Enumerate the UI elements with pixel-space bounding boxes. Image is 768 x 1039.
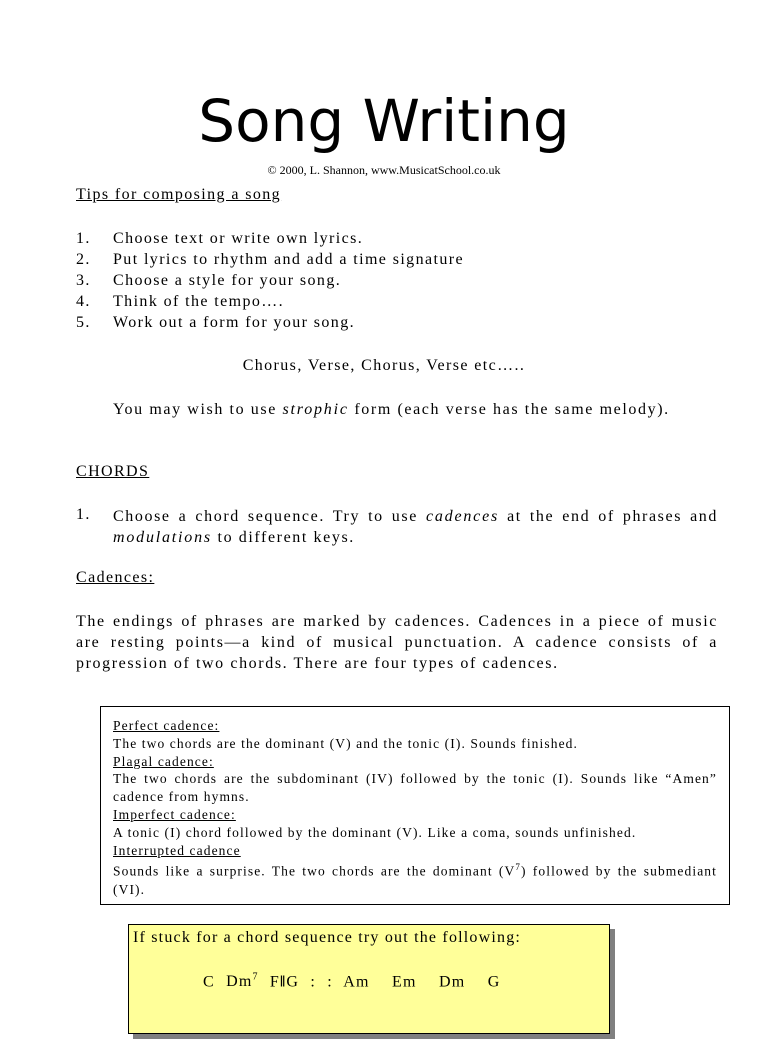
chord-box-lead: If stuck for a chord sequence try out the following: [133,929,522,946]
cadence-description: A tonic (I) chord followed by the dominant (V). Like a coma, sounds unfinished. [113,824,637,840]
chords-item-number: 1. [76,506,91,523]
chords-item-text [113,506,718,548]
copyright-line: © 2000, L. Shannon, www.MusicatSchool.co.uk [267,163,501,177]
page-title: Song Writing [198,87,570,155]
chord: C [203,973,215,991]
chords-heading: CHORDS [76,463,150,480]
cadence-description-part: ) followed by the submediant (VI). [113,863,717,897]
chord-name: Dm [226,973,253,991]
chord-sequence-box [128,924,610,1034]
chord: F [269,973,280,991]
seventh-superscript: 7 [515,862,521,873]
tip-number: 4. [76,293,91,310]
form-example: Chorus, Verse, Chorus, Verse etc….. [242,357,526,374]
strophic-text: form (each verse has the same melody). [348,401,670,418]
cadence-name: Plagal cadence: [113,753,214,769]
chords-text: Choose a chord sequence. Try to use [113,508,426,525]
chords-text: at the end of phrases and [499,508,718,525]
double-barline-icon: ‖ [280,973,287,991]
tips-heading: Tips for composing a song [76,186,282,203]
cadence-description-part: Sounds like a surprise. The two chords are the dominant (V [113,863,516,879]
tip-text: Choose a style for your song. [113,272,342,289]
chord: G [286,973,300,991]
modulations-term: modulations [113,529,212,546]
tip-text: Think of the tempo…. [113,293,285,310]
tip-number: 2. [76,251,91,268]
tip-text: Put lyrics to rhythm and add a time signature [113,251,464,268]
cadence-name: Interrupted cadence [113,842,241,858]
chord-sequence [203,972,501,991]
cadences-intro: The endings of phrases are marked by cadences. Cadences in a piece of music are resting points—a kind of musical punctuation. A cadence consists of a progression of two chords. There are four types of cadences. [76,613,718,672]
tip-number: 1. [76,230,91,247]
tip-text: Choose text or write own lyrics. [113,230,364,247]
cadence-name: Imperfect cadence: [113,806,236,822]
strophic-term: strophic [282,401,349,418]
cadence-description: The two chords are the dominant (V) and the tonic (I). Sounds finished. [113,735,579,751]
chord-superscript: 7 [252,972,259,983]
strophic-text: You may wish to use [113,401,283,418]
tip-text: Work out a form for your song. [113,314,356,331]
strophic-note [113,399,718,420]
cadence-name: Perfect cadence: [113,718,220,733]
tip-number: 3. [76,272,91,289]
cadence-description [113,859,717,898]
repeat-sign: : : [310,973,333,991]
cadence-description: The two chords are the subdominant (IV) followed by the tonic (I). Sounds like “Amen” cadence from hymns. [113,771,717,805]
cadences-term: cadences [425,508,500,525]
chords-text: to different keys. [211,529,355,546]
cadences-heading: Cadences: [76,569,155,586]
cadence-types-box [100,706,730,905]
chord-group: Am Em Dm G [343,973,501,991]
chord [226,973,259,990]
tip-number: 5. [76,314,91,331]
